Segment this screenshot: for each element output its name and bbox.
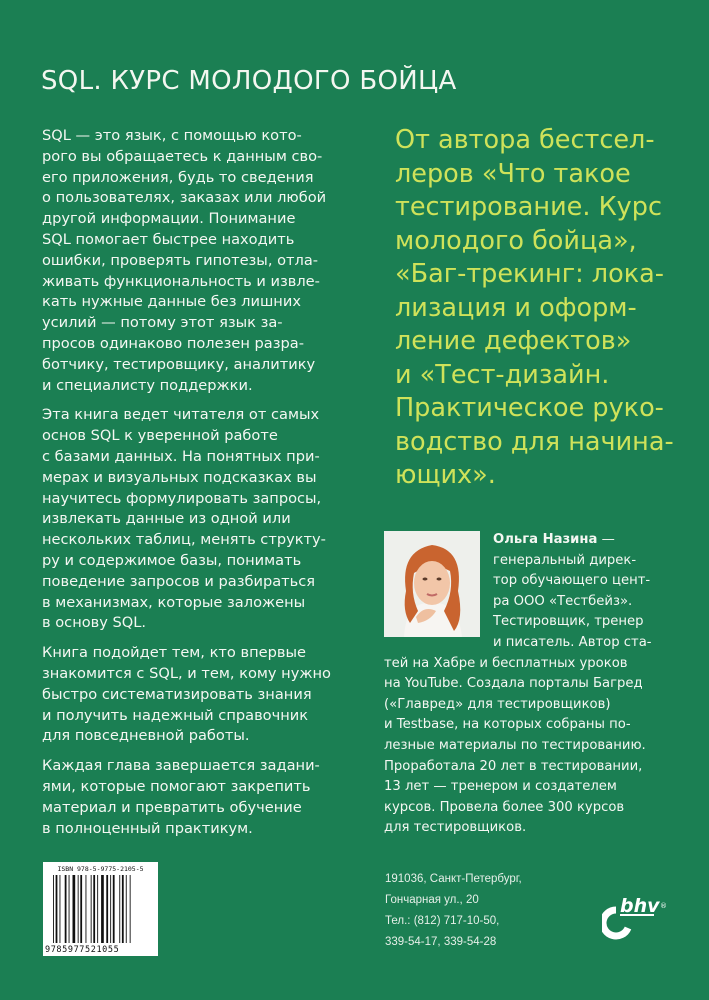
book-title: SQL. КУРС МОЛОДОГО БОЙЦА bbox=[41, 66, 457, 96]
description-paragraph bbox=[42, 756, 362, 839]
text-line: Эта книга ведет читателя от самых bbox=[42, 406, 320, 424]
text-line: тор обучающего цент- bbox=[493, 573, 651, 589]
isbn-text: ISBN 978-5-9775-2105-5 bbox=[57, 865, 144, 873]
svg-text:bhv: bhv bbox=[620, 895, 660, 917]
publisher-address bbox=[385, 869, 522, 953]
barcode-bar bbox=[122, 875, 124, 943]
text-line: и получить надежный справочник bbox=[42, 706, 309, 724]
text-line: научитесь формулировать запросы, bbox=[42, 489, 322, 507]
text-line: SQL — это язык, с помощью кото- bbox=[42, 127, 302, 144]
text-line: водство для начина- bbox=[395, 426, 674, 457]
text-line: рого вы обращаетесь к данным сво- bbox=[42, 147, 323, 165]
text-line: другой информации. Понимание bbox=[42, 210, 296, 228]
description-paragraph bbox=[42, 126, 362, 396]
barcode-bar bbox=[101, 875, 104, 943]
text-line: и писатель. Автор ста- bbox=[493, 634, 652, 650]
text-line: молодого бойца», bbox=[395, 225, 637, 256]
text-line: лезные материалы по тестированию. bbox=[384, 737, 646, 753]
text-line: Практическое руко- bbox=[395, 393, 664, 423]
author-highlight bbox=[395, 124, 695, 493]
svg-text:®: ® bbox=[660, 902, 667, 910]
barcode-bar bbox=[65, 875, 67, 943]
description-paragraph bbox=[42, 643, 362, 747]
text-line: ра ООО «Тестбейз». bbox=[493, 593, 633, 609]
text-line: ление дефектов» bbox=[395, 326, 632, 356]
barcode-bar bbox=[53, 875, 54, 943]
barcode-bar bbox=[119, 875, 120, 943]
text-line: материал и превратить обучение bbox=[42, 798, 302, 816]
text-line: извлекать данные из одной или bbox=[42, 510, 291, 528]
ean-number: 9785977521055 bbox=[45, 945, 120, 955]
text-line: в полноценный практикум. bbox=[42, 819, 253, 837]
text-line: Каждая глава завершается задани- bbox=[42, 757, 320, 775]
text-line: Тестировщик, тренер bbox=[493, 614, 644, 630]
text-line: 339-54-17, 339-54-28 bbox=[385, 936, 497, 948]
text-line: ботчику, тестировщику, аналитику bbox=[42, 355, 316, 373]
text-line: тей на Хабре и бесплатных уроков bbox=[384, 655, 628, 671]
text-line: «Баг-трекинг: лока- bbox=[395, 259, 664, 289]
text-line: и «Тест-дизайн. bbox=[395, 359, 610, 390]
barcode-bar bbox=[130, 875, 131, 943]
isbn-barcode bbox=[43, 862, 158, 956]
text-line: леров «Что такое bbox=[395, 158, 631, 189]
barcode-bar bbox=[97, 875, 98, 943]
text-line: в основу SQL. bbox=[42, 614, 147, 632]
text-line: кать нужные данные без лишних bbox=[42, 293, 301, 311]
barcode-bar bbox=[93, 875, 95, 943]
text-line: 191036, Санкт-Петербург, bbox=[385, 873, 522, 885]
text-line: и Testbase, на которых собраны по- bbox=[384, 717, 631, 733]
text-line: курсов. Провела более 300 курсов bbox=[384, 799, 625, 815]
text-line: для тестировщиков. bbox=[384, 820, 527, 836]
text-line: («Главред» для тестировщиков) bbox=[384, 696, 611, 712]
text-line: живать функциональность и извле- bbox=[42, 272, 320, 290]
barcode-bar bbox=[126, 875, 127, 943]
barcode-bar bbox=[69, 875, 70, 943]
barcode-bar bbox=[91, 875, 92, 943]
author-name: Ольга Назина bbox=[493, 532, 598, 547]
text-line: знакомится с SQL, и тем, кому нужно bbox=[42, 664, 331, 682]
text-line: ющих». bbox=[395, 460, 496, 490]
text-line: в механизмах, которые заложены bbox=[42, 593, 306, 611]
barcode-bar bbox=[113, 875, 115, 943]
text-line: на YouTube. Создала порталы Багред bbox=[384, 676, 643, 692]
text-line: быстро систематизировать знания bbox=[42, 685, 312, 703]
text-line: основ SQL к уверенной работе bbox=[42, 427, 278, 445]
text-line: для повседневной работы. bbox=[42, 727, 250, 745]
barcode-bar bbox=[110, 875, 111, 943]
text-line: Тел.: (812) 717-10-50, bbox=[385, 915, 500, 927]
text-line: нескольких таблиц, менять структу- bbox=[42, 531, 326, 549]
barcode-bars bbox=[53, 875, 153, 943]
text-line: Гончарная ул., 20 bbox=[385, 894, 479, 906]
text-line: просов одинаково полезен разра- bbox=[42, 334, 304, 352]
text-line: поведение запросов и разбираться bbox=[42, 572, 316, 590]
text-line: Книга подойдет тем, кто впервые bbox=[42, 644, 306, 662]
author-bio: Ольга Назина — генеральный дирек- тор обучающего цент- ра ООО «Тестбейз». Тестировщик, тренер и писатель. Автор ста- тей на Хабре и бесплатных уроков на YouTube. Создала порталы Багред («Главред» для тестировщиков) и Testbase, на которых собраны по- лезные материалы по тестированию. Проработала 20 лет в тестировании, 13 лет — тренером и создателем курсов. Провела более 300 курсов для тестировщиков. bbox=[384, 530, 694, 839]
barcode-bar bbox=[56, 875, 58, 943]
text-line: Проработала 20 лет в тестировании, bbox=[384, 758, 643, 774]
text-line: тестирование. Курс bbox=[395, 192, 662, 222]
text-line: генеральный дирек- bbox=[493, 552, 637, 568]
barcode-bar bbox=[106, 875, 108, 943]
text-line: ями, которые помогают закрепить bbox=[42, 777, 311, 795]
text-line: ру и содержимое базы, понимать bbox=[42, 551, 302, 569]
description-paragraph bbox=[42, 405, 362, 634]
text-line: SQL помогает быстрее находить bbox=[42, 230, 295, 248]
barcode-bar bbox=[73, 875, 76, 943]
text-line: ошибки, проверять гипотезы, отла- bbox=[42, 251, 319, 269]
text-line: мерах и визуальных подсказках вы bbox=[42, 468, 317, 486]
text-line: От автора бестсел- bbox=[395, 125, 655, 155]
text-line: и специалисту поддержки. bbox=[42, 376, 253, 394]
text-line: лизация и оформ- bbox=[395, 292, 637, 323]
barcode-bar bbox=[86, 875, 87, 943]
barcode-bar bbox=[80, 875, 82, 943]
barcode-bar bbox=[78, 875, 79, 943]
text-line: его приложения, будь то сведения bbox=[42, 168, 314, 186]
text-line: с базами данных. На понятных при- bbox=[42, 447, 320, 465]
text-line: усилий — потому этот язык за- bbox=[42, 314, 283, 332]
text-line: 13 лет — тренером и создателем bbox=[384, 779, 617, 795]
bhv-logo bbox=[602, 888, 672, 940]
text-line: о пользователях, заказах или любой bbox=[42, 189, 327, 207]
barcode-bar bbox=[60, 875, 61, 943]
book-description bbox=[42, 126, 362, 848]
